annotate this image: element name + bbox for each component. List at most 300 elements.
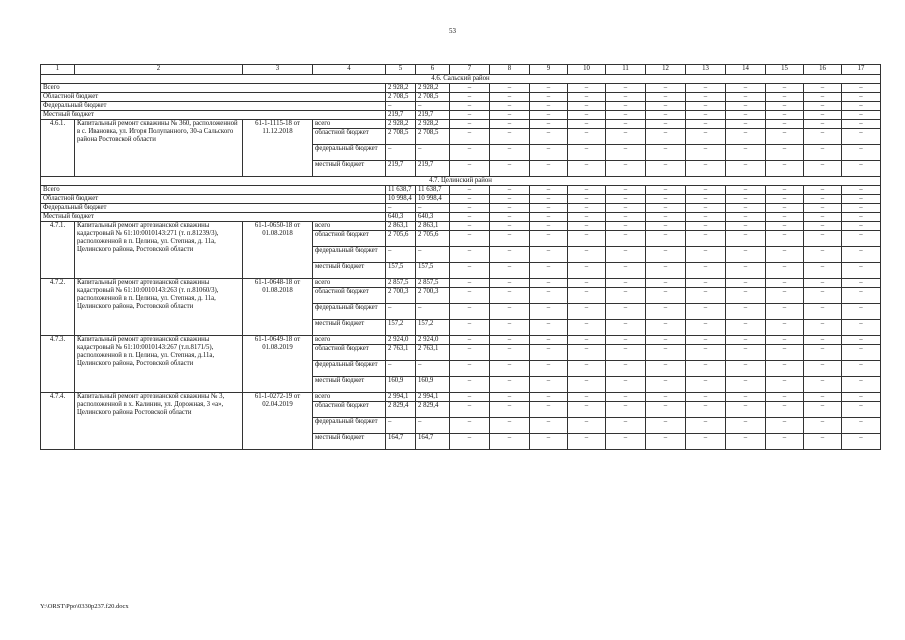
total-row [41,102,881,111]
dash-cell: – [766,186,804,195]
dash-cell: – [490,161,530,177]
dash-cell: – [530,222,568,231]
dash-cell: – [804,84,842,93]
funding-source: всего [313,393,386,402]
dash-cell: – [766,393,804,402]
dash-cell: – [530,84,568,93]
dash-cell: – [842,213,881,222]
dash-cell: – [804,402,842,418]
dash-cell: – [686,195,726,204]
dash-cell: – [646,145,686,161]
total-row [41,111,881,120]
dash-cell: – [686,288,726,304]
column-number-cell: 9 [530,65,568,75]
dash-cell: – [490,231,530,247]
dash-cell: – [726,279,766,288]
dash-cell: – [530,304,568,320]
item-number: 4.7.2. [41,279,75,336]
funding-source: местный бюджет [313,263,386,279]
dash-cell: – [804,247,842,263]
dash-cell: – [606,263,646,279]
funding-source: всего [313,120,386,129]
funding-source: областной бюджет [313,402,386,418]
dash-cell: – [646,213,686,222]
dash-cell: – [686,361,726,377]
value-col6: – [416,145,450,161]
dash-cell: – [766,361,804,377]
column-number-cell: 8 [490,65,530,75]
dash-cell: – [726,204,766,213]
value-col5: 2 700,3 [386,288,416,304]
dash-cell: – [726,120,766,129]
value-col6: 157,2 [416,320,450,336]
dash-cell: – [450,279,490,288]
column-number-cell: 15 [766,65,804,75]
total-label: Областной бюджет [41,93,386,102]
value-col6: 2 863,1 [416,222,450,231]
dash-cell: – [686,393,726,402]
dash-cell: – [842,145,881,161]
dash-cell: – [804,336,842,345]
dash-cell: – [804,222,842,231]
dash-cell: – [490,186,530,195]
dash-cell: – [450,345,490,361]
dash-cell: – [766,345,804,361]
dash-cell: – [804,304,842,320]
dash-cell: – [490,279,530,288]
dash-cell: – [646,402,686,418]
dash-cell: – [450,111,490,120]
dash-cell: – [686,231,726,247]
dash-cell: – [450,320,490,336]
value-col5: 157,2 [386,320,416,336]
value-col6: 2 928,2 [416,84,450,93]
dash-cell: – [450,145,490,161]
dash-cell: – [842,361,881,377]
dash-cell: – [606,84,646,93]
dash-cell: – [646,231,686,247]
value-col5: 164,7 [386,434,416,450]
funding-source: местный бюджет [313,434,386,450]
dash-cell: – [490,361,530,377]
value-col6: 2 763,1 [416,345,450,361]
dash-cell: – [686,434,726,450]
dash-cell: – [686,111,726,120]
total-row [41,204,881,213]
value-col6: – [416,102,450,111]
total-label: Федеральный бюджет [41,204,386,213]
column-number-cell: 1 [41,65,75,75]
dash-cell: – [530,204,568,213]
dash-cell: – [450,102,490,111]
dash-cell: – [842,377,881,393]
dash-cell: – [606,204,646,213]
column-number-cell: 16 [804,65,842,75]
funding-source: федеральный бюджет [313,145,386,161]
dash-cell: – [686,84,726,93]
item-code: 61-1-0649-18 от 01.08.2019 [243,336,313,393]
column-number-cell: 5 [386,65,416,75]
value-col5: 2 994,1 [386,393,416,402]
dash-cell: – [766,111,804,120]
dash-cell: – [568,93,606,102]
dash-cell: – [766,288,804,304]
funding-source: всего [313,222,386,231]
value-col5: – [386,145,416,161]
dash-cell: – [530,418,568,434]
dash-cell: – [766,145,804,161]
value-col6: 640,3 [416,213,450,222]
section-title-row [41,177,881,186]
value-col6: 2 928,2 [416,120,450,129]
dash-cell: – [726,222,766,231]
dash-cell: – [726,402,766,418]
value-col6: 160,9 [416,377,450,393]
dash-cell: – [804,418,842,434]
dash-cell: – [804,129,842,145]
value-col5: 2 829,4 [386,402,416,418]
dash-cell: – [726,434,766,450]
dash-cell: – [606,418,646,434]
total-row [41,213,881,222]
dash-cell: – [804,145,842,161]
dash-cell: – [568,231,606,247]
funding-source: федеральный бюджет [313,418,386,434]
dash-cell: – [646,204,686,213]
dash-cell: – [530,377,568,393]
value-col6: – [416,204,450,213]
dash-cell: – [842,320,881,336]
total-label: Федеральный бюджет [41,102,386,111]
dash-cell: – [766,204,804,213]
dash-cell: – [842,120,881,129]
dash-cell: – [842,434,881,450]
dash-cell: – [726,186,766,195]
value-col5: 2 857,5 [386,279,416,288]
dash-cell: – [766,434,804,450]
dash-cell: – [646,393,686,402]
dash-cell: – [606,288,646,304]
dash-cell: – [804,320,842,336]
dash-cell: – [686,145,726,161]
dash-cell: – [766,231,804,247]
total-label: Всего [41,186,386,195]
dash-cell: – [606,213,646,222]
dash-cell: – [766,418,804,434]
dash-cell: – [726,93,766,102]
dash-cell: – [726,84,766,93]
dash-cell: – [804,195,842,204]
dash-cell: – [842,263,881,279]
dash-cell: – [646,279,686,288]
column-number-cell: 13 [686,65,726,75]
dash-cell: – [842,345,881,361]
dash-cell: – [842,288,881,304]
section-title-row [41,75,881,84]
total-row [41,195,881,204]
value-col5: 219,7 [386,161,416,177]
item-row [41,336,881,345]
dash-cell: – [766,279,804,288]
dash-cell: – [646,102,686,111]
budget-table [40,64,881,450]
dash-cell: – [804,361,842,377]
item-row [41,120,881,129]
item-number: 4.7.3. [41,336,75,393]
dash-cell: – [606,120,646,129]
value-col5: 10 998,4 [386,195,416,204]
dash-cell: – [804,213,842,222]
dash-cell: – [766,161,804,177]
dash-cell: – [804,263,842,279]
item-number: 4.6.1. [41,120,75,177]
dash-cell: – [606,304,646,320]
value-col5: 2 705,6 [386,231,416,247]
dash-cell: – [606,145,646,161]
dash-cell: – [842,195,881,204]
dash-cell: – [726,102,766,111]
dash-cell: – [646,418,686,434]
dash-cell: – [726,231,766,247]
dash-cell: – [606,186,646,195]
dash-cell: – [646,186,686,195]
dash-cell: – [530,288,568,304]
value-col6: 10 998,4 [416,195,450,204]
dash-cell: – [842,402,881,418]
dash-cell: – [450,247,490,263]
value-col5: 11 638,7 [386,186,416,195]
funding-source: областной бюджет [313,288,386,304]
value-col6: 2 994,1 [416,393,450,402]
dash-cell: – [842,93,881,102]
dash-cell: – [606,111,646,120]
dash-cell: – [686,304,726,320]
dash-cell: – [766,377,804,393]
value-col5: 160,9 [386,377,416,393]
dash-cell: – [568,402,606,418]
dash-cell: – [842,336,881,345]
dash-cell: – [804,288,842,304]
funding-source: федеральный бюджет [313,247,386,263]
dash-cell: – [842,279,881,288]
dash-cell: – [686,204,726,213]
dash-cell: – [490,345,530,361]
dash-cell: – [568,120,606,129]
dash-cell: – [842,247,881,263]
dash-cell: – [726,129,766,145]
dash-cell: – [686,213,726,222]
dash-cell: – [766,320,804,336]
dash-cell: – [646,93,686,102]
dash-cell: – [726,418,766,434]
dash-cell: – [766,336,804,345]
dash-cell: – [490,393,530,402]
dash-cell: – [530,111,568,120]
item-name: Капитальный ремонт артезианской скважины кадастровый № 61:10:0010143:267 (т.п.8171/5), расположенной в п. Целина, ул. Степная, д.11а, Целинского района, Ростовской области [75,336,243,393]
column-number-cell: 10 [568,65,606,75]
dash-cell: – [606,222,646,231]
dash-cell: – [530,102,568,111]
column-number-cell: 17 [842,65,881,75]
dash-cell: – [766,247,804,263]
dash-cell: – [804,204,842,213]
dash-cell: – [726,336,766,345]
value-col5: 640,3 [386,213,416,222]
dash-cell: – [450,120,490,129]
dash-cell: – [766,263,804,279]
dash-cell: – [804,161,842,177]
dash-cell: – [490,84,530,93]
dash-cell: – [842,84,881,93]
dash-cell: – [568,247,606,263]
dash-cell: – [766,304,804,320]
dash-cell: – [804,186,842,195]
dash-cell: – [490,222,530,231]
dash-cell: – [490,102,530,111]
dash-cell: – [450,213,490,222]
dash-cell: – [646,263,686,279]
value-col5: – [386,418,416,434]
dash-cell: – [530,434,568,450]
dash-cell: – [450,222,490,231]
dash-cell: – [804,393,842,402]
column-number-cell: 2 [75,65,243,75]
dash-cell: – [450,288,490,304]
total-label: Областной бюджет [41,195,386,204]
value-col5: 2 708,5 [386,93,416,102]
value-col6: – [416,247,450,263]
dash-cell: – [568,204,606,213]
dash-cell: – [530,195,568,204]
value-col5: 157,5 [386,263,416,279]
dash-cell: – [530,93,568,102]
dash-cell: – [842,186,881,195]
dash-cell: – [530,186,568,195]
dash-cell: – [490,288,530,304]
dash-cell: – [842,304,881,320]
dash-cell: – [842,204,881,213]
dash-cell: – [606,345,646,361]
item-code: 61-1-0648-18 от 01.08.2018 [243,279,313,336]
value-col6: 2 708,5 [416,129,450,145]
dash-cell: – [568,434,606,450]
funding-source: местный бюджет [313,320,386,336]
dash-cell: – [490,145,530,161]
column-number-cell: 3 [243,65,313,75]
section-title: 4.7. Целинский район [41,177,881,186]
dash-cell: – [766,129,804,145]
dash-cell: – [530,279,568,288]
dash-cell: – [766,93,804,102]
dash-cell: – [568,222,606,231]
dash-cell: – [568,161,606,177]
dash-cell: – [646,288,686,304]
value-col6: 2 829,4 [416,402,450,418]
dash-cell: – [726,111,766,120]
dash-cell: – [530,247,568,263]
value-col6: – [416,418,450,434]
column-number-row [41,65,881,75]
dash-cell: – [450,418,490,434]
total-row [41,93,881,102]
dash-cell: – [568,279,606,288]
dash-cell: – [646,377,686,393]
dash-cell: – [568,195,606,204]
dash-cell: – [766,222,804,231]
dash-cell: – [726,393,766,402]
value-col6: – [416,304,450,320]
dash-cell: – [568,393,606,402]
dash-cell: – [726,304,766,320]
dash-cell: – [606,361,646,377]
item-code: 61-1-0650-18 от 01.08.2018 [243,222,313,279]
dash-cell: – [686,247,726,263]
dash-cell: – [450,129,490,145]
dash-cell: – [646,222,686,231]
dash-cell: – [606,377,646,393]
dash-cell: – [530,161,568,177]
dash-cell: – [450,161,490,177]
dash-cell: – [766,102,804,111]
dash-cell: – [726,345,766,361]
section-title: 4.6. Сальский район [41,75,881,84]
value-col5: 2 928,2 [386,84,416,93]
value-col6: 2 700,3 [416,288,450,304]
dash-cell: – [842,111,881,120]
dash-cell: – [450,84,490,93]
column-number-cell: 7 [450,65,490,75]
dash-cell: – [606,195,646,204]
dash-cell: – [530,393,568,402]
dash-cell: – [842,222,881,231]
column-number-cell: 6 [416,65,450,75]
funding-source: областной бюджет [313,129,386,145]
dash-cell: – [568,263,606,279]
dash-cell: – [530,320,568,336]
value-col5: 2 763,1 [386,345,416,361]
dash-cell: – [726,263,766,279]
dash-cell: – [568,377,606,393]
dash-cell: – [450,93,490,102]
dash-cell: – [686,263,726,279]
dash-cell: – [646,320,686,336]
dash-cell: – [568,288,606,304]
funding-source: местный бюджет [313,161,386,177]
dash-cell: – [606,161,646,177]
dash-cell: – [606,93,646,102]
value-col5: – [386,247,416,263]
dash-cell: – [686,320,726,336]
dash-cell: – [766,84,804,93]
value-col6: 11 638,7 [416,186,450,195]
dash-cell: – [450,393,490,402]
dash-cell: – [490,434,530,450]
dash-cell: – [804,111,842,120]
dash-cell: – [450,377,490,393]
dash-cell: – [490,195,530,204]
dash-cell: – [766,120,804,129]
dash-cell: – [530,129,568,145]
dash-cell: – [530,345,568,361]
dash-cell: – [490,111,530,120]
dash-cell: – [804,231,842,247]
dash-cell: – [568,418,606,434]
dash-cell: – [646,111,686,120]
dash-cell: – [450,195,490,204]
value-col6: 2 705,6 [416,231,450,247]
dash-cell: – [490,93,530,102]
dash-cell: – [766,213,804,222]
